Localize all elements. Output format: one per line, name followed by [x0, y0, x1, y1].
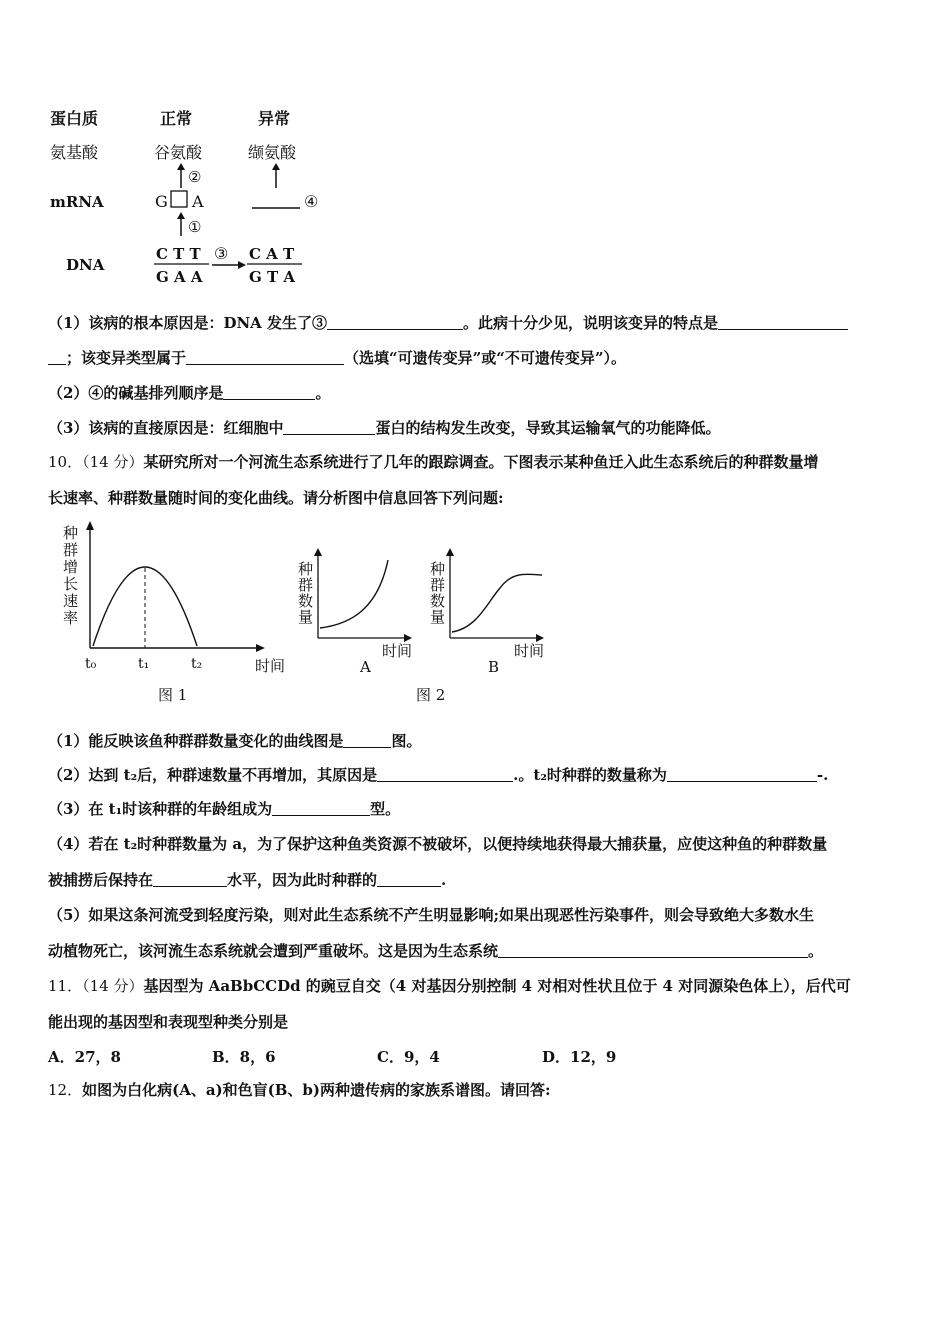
fig1-t0-label: t₀ [85, 656, 97, 672]
q10-sub3-text-a: （3）在 t₁时该种群的年龄组成为 [48, 800, 273, 818]
row-label-dna: DNA [66, 256, 105, 274]
fig1-x-axis-arrow [256, 644, 265, 652]
fig1-xlabel: 时间 [255, 657, 286, 675]
q9-sub3-text-a: （3）该病的直接原因是：红细胞中 [48, 419, 284, 437]
dna-normal-bottom: G A A [156, 268, 203, 286]
q10-sub5-text-c: 。 [808, 942, 824, 960]
q12-number: 12． [48, 1081, 83, 1099]
mrna-blank-box [171, 191, 187, 207]
fig2-b-s-curve [452, 574, 542, 632]
header-protein: 蛋白质 [50, 109, 99, 128]
fig2-a-ylabel-char: 群 [298, 576, 314, 594]
q12-stem-line [48, 1080, 906, 1100]
q10-sub4-line2 [48, 870, 906, 890]
abnormal-amino-acid: 缬氨酸 [248, 143, 297, 162]
q10-sub2-line [48, 765, 906, 785]
answer-blank [343, 732, 391, 748]
figure-1-growth-rate [55, 518, 300, 708]
fig2-b-xlabel: 时间 [514, 642, 545, 660]
q11-option-c[interactable]: C．9，4 [377, 1048, 440, 1066]
fig1-ylabel-char: 长 [63, 575, 79, 593]
q9-sub2-text-a: （2）④的碱基排列顺序是 [48, 384, 224, 402]
header-normal: 正常 [160, 109, 193, 128]
q10-sub3-text-b: 型。 [370, 800, 401, 818]
answer-blank [718, 314, 848, 330]
q10-sub5-line1 [48, 905, 906, 925]
fig2-a-j-curve [320, 560, 388, 628]
mark-3: ③ [214, 244, 229, 263]
fig2-b-ylabel-char: 量 [430, 608, 446, 626]
fig1-ylabel-char: 率 [63, 609, 79, 627]
fig1-y-axis-arrow [86, 521, 94, 530]
q10-sub1-text-b: 图。 [391, 732, 422, 750]
mark-2: ② [188, 168, 202, 186]
figure-2-population-curves [292, 548, 562, 708]
dna-abnormal-top: C A T [249, 245, 295, 263]
q9-sub1-line1 [48, 313, 906, 333]
row-label-mrna: mRNA [50, 193, 104, 211]
fig1-t1-label: t₁ [138, 656, 150, 672]
answer-blank [272, 800, 370, 816]
q10-sub3-line [48, 799, 906, 819]
answer-blank [223, 384, 315, 400]
answer-blank [327, 314, 463, 330]
q10-sub1-line [48, 731, 906, 751]
row-label-aa: 氨基酸 [50, 143, 99, 162]
q9-sub1-text-b: 。此病十分少见，说明该变异的特点是 [463, 314, 719, 332]
q10-sub4-text-a: （4）若在 t₂时种群数量为 a，为了保护这种鱼类资源不被破坏，以便持续地获得最大捕获量，应使这种鱼的种群数量 [48, 835, 828, 853]
fig2-b-ylabel-char: 种 [430, 560, 446, 578]
q10-sub4-text-d: . [441, 871, 447, 889]
protein-mutation-figure [40, 100, 340, 300]
answer-blank [377, 871, 441, 887]
fig1-t2-label: t₂ [191, 656, 203, 672]
arrow-3-head [238, 261, 246, 269]
q10-sub4-text-b: 被捕捞后保持在 [48, 871, 154, 889]
q12-stem-text: 如图为白化病(A、a)和色盲(B、b)两种遗传病的家族系谱图。请回答: [82, 1081, 551, 1099]
q9-sub1-text-a: （1）该病的根本原因是：DNA 发生了③ [48, 314, 328, 332]
q9-sub2-text-b: 。 [315, 384, 331, 402]
fig2-b-ylabel-char: 数 [430, 592, 446, 610]
q9-sub2-line [48, 383, 906, 403]
q9-sub3-text-b: 蛋白的结构发生改变，导致其运输氧气的功能降低。 [375, 419, 721, 437]
q10-sub5-text-a: （5）如果这条河流受到轻度污染，则对此生态系统不产生明显影响;如果出现恶性污染事件，则会导致绝大多数水生 [48, 906, 814, 924]
q10-sub5-text-b: 动植物死亡，该河流生态系统就会遭到严重破坏。这是因为生态系统 [48, 942, 499, 960]
header-abnormal: 异常 [258, 109, 291, 128]
q10-number: 10．（14 分） [48, 453, 144, 471]
mrna-a: A [192, 192, 204, 211]
q10-sub2-text-b: .。t₂时种群的数量称为 [513, 766, 667, 784]
q10-sub2-text-c: -. [816, 766, 829, 784]
fig2-a-ylabel-char: 量 [298, 608, 314, 626]
fig2-b-y-axis-arrow [446, 548, 454, 556]
q11-option-b[interactable]: B．8，6 [212, 1048, 276, 1066]
q11-option-a[interactable]: A．27，8 [48, 1048, 121, 1066]
mrna-g: G [155, 192, 168, 211]
mark-4: ④ [304, 192, 319, 211]
fig2-caption: 图 2 [416, 686, 446, 704]
fig2-a-x-axis-arrow [404, 634, 412, 642]
fig1-caption: 图 1 [158, 686, 188, 704]
q11-stem-line1 [48, 976, 906, 996]
fig1-ylabel-char: 群 [63, 541, 79, 559]
answer-blank [283, 419, 375, 435]
normal-amino-acid: 谷氨酸 [154, 143, 203, 162]
fig2-a-ylabel [298, 560, 313, 626]
q11-stem-text2: 能出现的基因型和表现型种类分别是 [48, 1013, 289, 1031]
fig1-ylabel-char: 种 [63, 524, 79, 542]
fig1-ylabel-char: 增 [63, 558, 79, 576]
fig2-a-label: A [360, 658, 371, 676]
q10-stem-text1: 某研究所对一个河流生态系统进行了几年的跟踪调查。下图表示某种鱼迁入此生态系统后的种群数量增 [143, 453, 819, 471]
q10-sub4-line1 [48, 834, 906, 854]
q9-sub1-text-c: ；该变异类型属于 [66, 349, 187, 367]
dna-abnormal-bottom: G T A [249, 268, 296, 286]
fig2-b-ylabel [430, 560, 445, 626]
fig2-a-ylabel-char: 种 [298, 560, 314, 578]
q11-number: 11．（14 分） [48, 977, 144, 995]
fig2-a-y-axis-arrow [314, 548, 322, 556]
fig1-ylabel-char: 速 [63, 592, 79, 610]
fig1-ylabel [63, 524, 78, 627]
answer-blank [48, 349, 66, 365]
answer-blank [186, 349, 344, 365]
answer-blank [498, 942, 808, 958]
mark-1: ① [188, 218, 202, 236]
fig2-b-ylabel-char: 群 [430, 576, 446, 594]
arrow-1-head [177, 212, 185, 219]
q10-stem-line2 [48, 488, 906, 508]
fig2-b-label: B [488, 658, 500, 676]
q10-stem-text2: 长速率、种群数量随时间的变化曲线。请分析图中信息回答下列问题: [48, 489, 504, 507]
answer-blank [153, 871, 227, 887]
arrow-2-head [177, 163, 185, 170]
fig2-a-ylabel-char: 数 [298, 592, 314, 610]
dna-normal-top: C T T [156, 245, 201, 263]
q10-stem-line1 [48, 452, 906, 472]
q11-stem-line2 [48, 1012, 906, 1032]
fig2-a-xlabel: 时间 [382, 642, 413, 660]
q9-sub3-line [48, 418, 906, 438]
q10-sub1-text-a: （1）能反映该鱼种群群数量变化的曲线图是 [48, 732, 344, 750]
q11-stem-text1: 基因型为 AaBbCCDd 的豌豆自交（4 对基因分别控制 4 对相对性状且位于 4 对同源染色体上），后代可 [143, 977, 851, 995]
answer-blank [377, 766, 513, 782]
q9-sub1-text-d: （选填“可遗传变异”或“不可遗传变异”）。 [344, 349, 627, 367]
q10-sub2-text-a: （2）达到 t₂后，种群速数量不再增加，其原因是 [48, 766, 378, 784]
q9-sub1-line2 [48, 348, 906, 368]
q10-sub5-line2 [48, 941, 906, 961]
answer-blank [667, 766, 817, 782]
fig2-b-x-axis-arrow [536, 634, 544, 642]
q11-option-d[interactable]: D．12，9 [542, 1048, 617, 1066]
arrow-abnormal-head [272, 163, 280, 170]
q10-sub4-text-c: 水平，因为此时种群的 [227, 871, 378, 889]
